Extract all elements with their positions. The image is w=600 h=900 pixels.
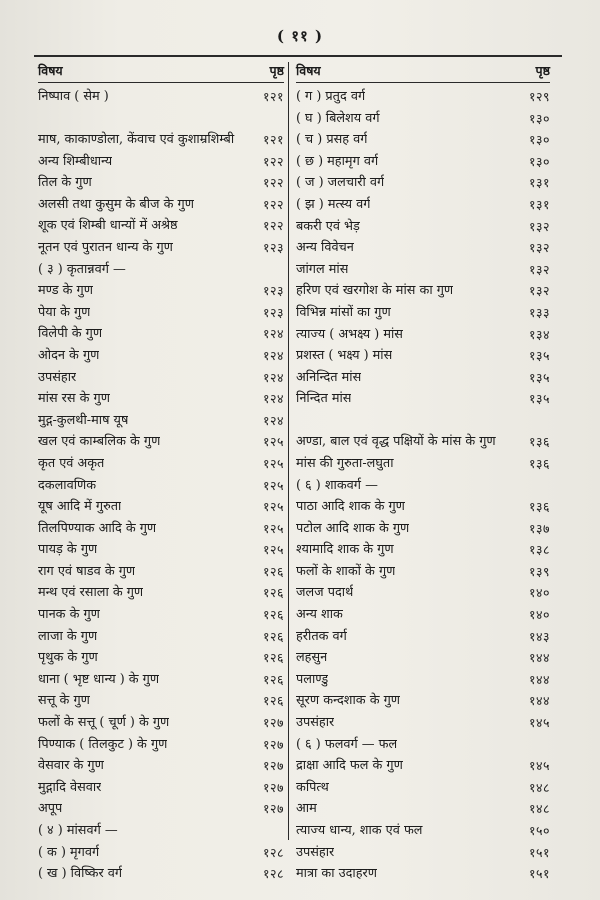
entry-title: धाना ( भृष्ट धान्य ) के गुण (38, 671, 160, 687)
entry-title: द्राक्षा आदि फल के गुण (296, 758, 403, 774)
entry-title: शूक एवं शिम्बी धान्यों में अश्रेष्ठ (38, 218, 178, 234)
toc-entry (296, 842, 550, 864)
toc-entry (296, 518, 550, 540)
entry-title: तिल के गुण (38, 175, 92, 191)
entry-page-number: १४४ (528, 693, 550, 709)
entry-title: मांस की गुरुता-लघुता (296, 455, 394, 471)
toc-entry (38, 259, 284, 281)
entry-title: राग एवं षाडव के गुण (38, 563, 136, 579)
entry-title: मण्ड के गुण (38, 283, 93, 299)
toc-entry (296, 108, 550, 130)
entry-page-number: १४३ (528, 628, 550, 644)
entry-page-number: १३६ (528, 499, 550, 515)
entry-page-number: १३० (528, 110, 550, 126)
entry-page-number: १३४ (528, 326, 550, 342)
entry-title: पृथुक के गुण (38, 650, 98, 666)
entry-page-number: १२२ (262, 175, 284, 191)
entry-page-number: १२४ (262, 391, 284, 407)
toc-entry (296, 798, 550, 820)
toc-entry (38, 669, 284, 691)
toc-entry (38, 582, 284, 604)
entry-page-number: १३१ (528, 196, 550, 212)
entry-title: जांगल मांस (296, 261, 349, 277)
entry-page-number: १२३ (262, 283, 284, 299)
entry-title: पेया के गुण (38, 304, 91, 320)
entry-title: पटोल आदि शाक के गुण (296, 520, 410, 536)
entry-title: आम (296, 801, 317, 817)
entry-page-number: १४८ (528, 801, 550, 817)
entry-title: ( क ) मृगवर्ग (38, 844, 100, 860)
toc-entry (38, 280, 284, 302)
toc-entry (38, 604, 284, 626)
entry-page-number: १२४ (262, 412, 284, 428)
left-entry-list (38, 86, 284, 885)
toc-entry (296, 626, 550, 648)
toc-entry (38, 453, 284, 475)
entry-page-number: १३२ (528, 218, 550, 234)
toc-entry (38, 108, 284, 151)
entry-page-number: १२५ (262, 455, 284, 471)
left-column-header (38, 60, 284, 83)
entry-page-number: १४५ (528, 758, 550, 774)
entry-title: ( ४ ) मांसवर्ग — (38, 823, 118, 838)
toc-entry (38, 172, 284, 194)
entry-page-number: १२७ (262, 801, 284, 817)
entry-title: सत्तू के गुण (38, 693, 90, 709)
entry-page-number: १५१ (528, 866, 550, 882)
entry-page-number: १४४ (528, 671, 550, 687)
entry-title: लाजा के गुण (38, 628, 98, 644)
toc-entry (296, 561, 550, 583)
toc-entry (296, 755, 550, 777)
toc-entry (38, 345, 284, 367)
entry-page-number: १३५ (528, 348, 550, 364)
toc-entry (296, 582, 550, 604)
entry-page-number: १२५ (262, 477, 284, 493)
toc-entry (296, 302, 550, 324)
entry-title: ( छ ) महामृग वर्ग (296, 153, 379, 169)
toc-entry (296, 259, 550, 281)
subject-header: विषय (296, 63, 321, 78)
entry-title: ( ३ ) कृतान्नवर्ग — (38, 261, 126, 277)
toc-entry (38, 820, 284, 842)
entry-title: मन्थ एवं रसाला के गुण (38, 585, 144, 601)
entry-page-number: १२८ (262, 866, 284, 882)
entry-title: बकरी एवं भेड़ (296, 218, 360, 234)
toc-entry (296, 280, 550, 302)
toc-entry (296, 151, 550, 173)
toc-entry (296, 820, 550, 842)
entry-page-number: १३१ (528, 175, 550, 191)
entry-page-number: १२७ (262, 715, 284, 731)
entry-page-number: १३० (528, 132, 550, 148)
entry-page-number: १२४ (262, 347, 284, 363)
toc-entry (38, 302, 284, 324)
toc-entry (296, 345, 550, 367)
toc-entry (296, 367, 550, 389)
toc-entry (296, 669, 550, 691)
toc-entry (38, 863, 284, 885)
toc-entry (38, 194, 284, 216)
toc-entry (296, 410, 550, 453)
toc-entry (38, 323, 284, 345)
entry-title: अण्डा, बाल एवं वृद्ध पक्षियों के मांस के गुण (296, 434, 496, 450)
entry-page-number: १२७ (262, 736, 284, 752)
top-rule (34, 55, 562, 57)
entry-title: मांस रस के गुण (38, 391, 110, 407)
toc-entry (38, 431, 284, 453)
page-header: पृष्ठ (535, 63, 550, 78)
entry-page-number: १२४ (262, 326, 284, 342)
toc-entry (296, 604, 550, 626)
entry-page-number: १२६ (262, 693, 284, 709)
entry-page-number: १३२ (528, 240, 550, 256)
entry-page-number: १२६ (262, 650, 284, 666)
entry-page-number: १२४ (262, 369, 284, 385)
entry-page-number: १३९ (528, 563, 550, 579)
toc-entry (38, 561, 284, 583)
entry-page-number: १२२ (262, 218, 284, 234)
toc-entry (38, 151, 284, 173)
toc-entry (296, 712, 550, 734)
entry-title: श्यामादि शाक के गुण (296, 542, 394, 558)
entry-page-number: १४० (528, 607, 550, 623)
entry-title: कपित्थ (296, 779, 329, 795)
toc-entry (296, 388, 550, 410)
entry-page-number: १२६ (262, 671, 284, 687)
entry-page-number: १२५ (262, 542, 284, 558)
entry-page-number: १२५ (262, 434, 284, 450)
entry-title: उपसंहार (296, 715, 335, 731)
entry-page-number: १२७ (262, 779, 284, 795)
entry-page-number: १२८ (262, 844, 284, 860)
entry-page-number: १४८ (528, 779, 550, 795)
toc-entry (38, 842, 284, 864)
toc-entry (38, 496, 284, 518)
entry-title: हरिण एवं खरगोश के मांस का गुण (296, 283, 454, 299)
entry-title: ( च ) प्रसह वर्ग (296, 132, 368, 148)
entry-page-number: १५१ (528, 844, 550, 860)
entry-page-number: १२६ (262, 563, 284, 579)
entry-title: अलसी तथा कुसुम के बीज के गुण (38, 196, 194, 212)
entry-page-number: १२६ (262, 585, 284, 601)
entry-title: वेसवार के गुण (38, 758, 104, 774)
left-column (38, 60, 284, 885)
entry-page-number: १३५ (528, 369, 550, 385)
entry-title: त्याज्य धान्य, शाक एवं फल (296, 823, 423, 838)
entry-title: ( ६ ) शाकवर्ग — (296, 477, 378, 493)
entry-page-number: १३२ (528, 283, 550, 299)
toc-entry (38, 237, 284, 259)
entry-title: दकलावणिक (38, 477, 97, 493)
toc-entry (38, 734, 284, 756)
entry-page-number: १३७ (528, 520, 550, 536)
entry-title: खल एवं काम्बलिक के गुण (38, 434, 161, 450)
entry-title: निन्दित मांस (296, 391, 352, 407)
right-column-header (296, 60, 550, 83)
toc-entry (296, 647, 550, 669)
entry-title: प्रशस्त ( भक्ष्य ) मांस (296, 348, 393, 364)
entry-page-number: १४५ (528, 715, 550, 731)
entry-page-number: १३६ (528, 455, 550, 471)
toc-entry (38, 690, 284, 712)
entry-title: उपसंहार (38, 369, 77, 385)
page-header: पृष्ठ (269, 63, 284, 78)
entry-page-number: १३३ (528, 304, 550, 320)
entry-title: तिलपिण्याक आदि के गुण (38, 520, 157, 536)
toc-entry (38, 388, 284, 410)
toc-entry (296, 734, 550, 756)
entry-page-number: १२५ (262, 499, 284, 515)
column-divider (288, 62, 289, 840)
entry-page-number: १३६ (528, 434, 550, 450)
entry-title: पायड़ के गुण (38, 542, 98, 558)
toc-entry (296, 777, 550, 799)
entry-title: हरीतक वर्ग (296, 628, 347, 644)
entry-page-number: १५० (528, 823, 550, 838)
entry-title: विलेपी के गुण (38, 326, 103, 342)
right-entry-list (296, 86, 550, 885)
entry-page-number: १३५ (528, 391, 550, 407)
entry-title: पाठा आदि शाक के गुण (296, 499, 405, 515)
toc-entry (38, 410, 284, 432)
toc-entry (38, 798, 284, 820)
entry-title: कृत एवं अकृत (38, 455, 105, 471)
entry-title: उपसंहार (296, 844, 335, 860)
toc-entry (296, 86, 550, 108)
toc-entry (38, 755, 284, 777)
entry-title: माष, काकाण्डोला, केंवाच एवं कुशाम्रशिम्बी (38, 132, 235, 148)
entry-title: सूरण कन्दशाक के गुण (296, 693, 401, 709)
toc-entry (38, 518, 284, 540)
entry-title: पलाण्डु (296, 671, 329, 687)
entry-title: ( झ ) मत्स्य वर्ग (296, 196, 371, 212)
entry-title: जलज पदार्थ (296, 585, 354, 601)
entry-page-number: १३८ (528, 542, 550, 558)
toc-entry (38, 777, 284, 799)
entry-page-number: १२५ (262, 520, 284, 536)
entry-title: पानक के गुण (38, 607, 100, 623)
entry-title: ( ज ) जलचारी वर्ग (296, 175, 385, 191)
entry-page-number: १२६ (262, 607, 284, 623)
entry-title: अन्य शिम्बीधान्य (38, 153, 113, 169)
entry-title: निष्पाव ( सेम ) (38, 89, 109, 104)
entry-title: अनिन्दित मांस (296, 369, 362, 385)
toc-entry (296, 496, 550, 518)
entry-title: विभिन्न मांसों का गुण (296, 304, 391, 320)
entry-page-number: १२१ (262, 89, 284, 104)
toc-entry (296, 237, 550, 259)
entry-title: ( ६ ) फलवर्ग — फल (296, 736, 398, 752)
entry-page-number: १२६ (262, 628, 284, 644)
toc-entry (38, 647, 284, 669)
toc-entry (296, 324, 550, 346)
entry-title: अपूप (38, 801, 63, 817)
entry-page-number: १२३ (262, 304, 284, 320)
toc-entry (296, 172, 550, 194)
entry-title: त्याज्य ( अभक्ष्य ) मांस (296, 326, 403, 342)
entry-title: यूष आदि में गुरुता (38, 499, 122, 515)
entry-page-number: १३२ (528, 261, 550, 277)
toc-entry (38, 539, 284, 561)
entry-title: मुद्ग-कुलथी-माष यूष (38, 412, 129, 428)
entry-page-number: १२२ (262, 196, 284, 212)
toc-entry (38, 367, 284, 389)
entry-page-number: १२९ (528, 89, 550, 104)
entry-title: मुद्गादि वेसवार (38, 779, 102, 795)
page-number: ( ११ ) (276, 27, 324, 45)
toc-entry (38, 215, 284, 237)
toc-entry (296, 690, 550, 712)
entry-title: लहसुन (296, 650, 328, 666)
toc-entry (296, 129, 550, 151)
toc-entry (38, 475, 284, 497)
toc-entry (38, 626, 284, 648)
entry-title: अन्य शाक (296, 607, 343, 623)
entry-page-number: १४० (528, 585, 550, 601)
toc-entry (296, 475, 550, 497)
entry-title: फलों के सत्तू ( चूर्ण ) के गुण (38, 715, 170, 731)
entry-page-number: १२२ (262, 153, 284, 169)
toc-entry (296, 216, 550, 238)
toc-entry (296, 194, 550, 216)
toc-entry (38, 712, 284, 734)
entry-title: ( घ ) बिलेशय वर्ग (296, 110, 380, 126)
toc-entry (296, 863, 550, 885)
entry-title: अन्य विवेचन (296, 240, 354, 256)
toc-entry (296, 453, 550, 475)
entry-title: ( ख ) विष्किर वर्ग (38, 866, 123, 882)
toc-entry (296, 539, 550, 561)
right-column (296, 60, 550, 885)
entry-page-number: १२३ (262, 239, 284, 255)
entry-title: ओदन के गुण (38, 347, 100, 363)
entry-title: ( ग ) प्रतुद वर्ग (296, 89, 366, 104)
toc-entry (38, 86, 284, 108)
entry-page-number: १२१ (262, 132, 284, 148)
entry-title: नूतन एवं पुरातन धान्य के गुण (38, 239, 173, 255)
entry-title: फलों के शाकों के गुण (296, 563, 396, 579)
entry-title: मात्रा का उदाहरण (296, 866, 378, 882)
subject-header: विषय (38, 63, 63, 78)
entry-title: पिण्याक ( तिलकुट ) के गुण (38, 736, 168, 752)
entry-page-number: १३० (528, 153, 550, 169)
entry-page-number: १४४ (528, 650, 550, 666)
entry-page-number: १२७ (262, 758, 284, 774)
